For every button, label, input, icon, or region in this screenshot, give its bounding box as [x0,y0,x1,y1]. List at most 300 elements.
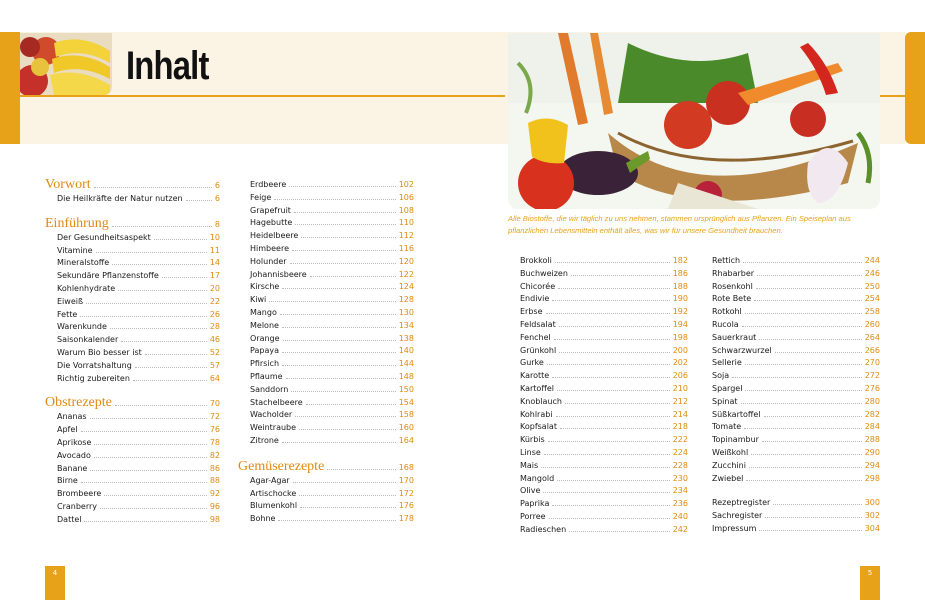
leader-dots [569,531,670,532]
toc-page: 150 [398,384,414,394]
toc-label: Mangold [520,473,555,483]
toc-row[interactable] [520,294,688,307]
toc-label: Spinat [712,396,738,406]
toc-page: 17 [209,271,220,281]
toc-page: 116 [398,243,414,253]
leader-dots [289,186,395,187]
toc-label: Süßkartoffel [712,409,761,419]
section-label: Einführung [45,215,109,231]
toc-page: 182 [672,256,688,265]
toc-page: 122 [398,269,414,279]
toc-row[interactable] [45,438,220,451]
toc-row[interactable] [45,502,220,515]
leader-dots [546,313,670,314]
toc-label: Rettich [712,256,741,265]
toc-row[interactable] [520,525,688,538]
leader-dots [282,442,396,443]
leader-dots [743,262,862,263]
toc-row[interactable] [520,448,688,461]
toc-page: 194 [672,319,688,329]
toc-row[interactable] [520,410,688,423]
toc-page: 192 [672,307,688,317]
leader-dots [560,428,670,429]
toc-label: Feldsalat [520,319,556,329]
leader-dots [742,326,862,327]
toc-page: 228 [672,460,688,470]
leader-dots [764,416,862,417]
leader-dots [544,454,670,455]
toc-label: Weintraube [250,423,297,433]
toc-row[interactable] [712,282,880,295]
toc-page: 20 [209,283,220,293]
toc-page: 200 [672,345,688,355]
leader-dots [548,441,670,442]
toc-page: 170 [398,475,414,485]
toc-page: 6 [214,194,220,203]
toc-label: Saisonkalender [57,335,119,345]
toc-row[interactable] [238,295,414,308]
toc-row[interactable] [238,410,414,423]
section-page: 8 [214,219,220,229]
toc-page: 264 [864,332,880,342]
leader-dots [294,212,396,213]
leader-dots [110,328,207,329]
leader-dots [278,520,395,521]
toc-label: Feige [250,192,272,202]
toc-page: 92 [209,489,220,499]
section-page: 6 [214,181,220,190]
toc-row[interactable] [520,346,688,359]
toc-label: Kiwi [250,295,267,305]
toc-page: 10 [209,232,220,242]
toc-row[interactable] [238,270,414,283]
toc-row[interactable] [712,256,880,269]
leader-dots [549,518,670,519]
leader-dots [280,314,396,315]
toc-row[interactable] [238,436,414,449]
vegetable-basket-photo [508,33,880,209]
toc-section-einfuehrung[interactable] [45,216,220,233]
toc-label: Eiweiß [57,296,84,306]
toc-row[interactable] [45,335,220,348]
toc-page: 188 [672,281,688,291]
toc-row[interactable] [520,474,688,487]
toc-row[interactable] [238,180,414,193]
leader-dots [557,390,670,391]
toc-row[interactable] [238,231,414,244]
vegetable-list-a [520,256,688,538]
toc-row[interactable] [238,359,414,372]
toc-row[interactable] [520,371,688,384]
leader-dots [100,508,207,509]
leader-dots [115,405,207,406]
toc-label: Sellerie [712,358,742,368]
toc-page: 11 [209,245,220,255]
toc-label: Cranberry [57,501,98,511]
leader-dots [541,467,670,468]
leader-dots [112,226,212,227]
toc-page: 304 [864,523,880,533]
toc-row[interactable] [520,435,688,448]
toc-label: Grünkohl [520,345,557,355]
leader-dots [559,326,670,327]
toc-label: Erdbeere [250,180,287,189]
toc-column-4 [712,256,880,537]
leader-dots [94,444,206,445]
leader-dots [300,507,396,508]
toc-page: 288 [864,435,880,445]
leader-dots [749,467,862,468]
toc-label: Sachregister [712,511,763,521]
leader-dots [543,492,669,493]
toc-page: 72 [209,412,220,422]
toc-page: 144 [398,359,414,369]
leader-dots [80,316,207,317]
toc-page: 106 [398,192,414,202]
toc-page: 160 [398,423,414,433]
toc-row[interactable] [712,397,880,410]
fruit-list-continued [238,180,414,449]
leader-dots [565,403,670,404]
toc-row[interactable] [520,499,688,512]
toc-page: 246 [864,268,880,278]
toc-page: 46 [209,335,220,345]
toc-row[interactable] [712,474,880,487]
toc-row[interactable] [238,244,414,257]
toc-page: 78 [209,437,220,447]
toc-page: 206 [672,371,688,381]
toc-row[interactable] [45,233,220,246]
toc-row[interactable] [45,451,220,464]
leader-dots [552,505,669,506]
toc-label: Fenchel [520,332,551,342]
leader-dots [293,482,396,483]
toc-label: Rezeptregister [712,498,771,508]
toc-row[interactable] [520,358,688,371]
toc-label: Chicorée [520,281,556,291]
toc-page: 202 [672,358,688,368]
obst-list [45,412,220,527]
toc-row[interactable] [238,346,414,359]
toc-page: 82 [209,450,220,460]
fruit-thumbnail-image [20,33,112,95]
toc-row[interactable] [45,258,220,271]
toc-page: 98 [209,514,220,524]
leader-dots [773,504,861,505]
leader-dots [757,275,862,276]
toc-page: 64 [209,373,220,383]
toc-page: 218 [672,422,688,432]
toc-row[interactable] [238,501,414,514]
leader-dots [301,237,395,238]
toc-page: 272 [864,371,880,381]
toc-row[interactable] [712,346,880,359]
toc-label: Rhabarber [712,268,755,278]
toc-row[interactable] [520,333,688,346]
toc-label: Melone [250,320,279,330]
toc-page: 280 [864,396,880,406]
leader-dots [90,418,207,419]
toc-page: 164 [398,435,414,445]
leader-dots [552,300,669,301]
toc-label: Linse [520,447,541,457]
leader-dots [547,364,670,365]
toc-label: Sekundäre Pflanzenstoffe [57,271,159,281]
leader-dots [286,378,396,379]
toc-page: 214 [672,409,688,419]
toc-page: 210 [672,383,688,393]
toc-row[interactable] [712,358,880,371]
toc-page: 282 [864,409,880,419]
leader-dots [759,339,861,340]
toc-page: 224 [672,447,688,457]
toc-row[interactable] [238,423,414,436]
leader-dots [762,441,862,442]
toc-label: Ananas [57,412,87,422]
leader-dots [295,224,395,225]
toc-label: Pflaume [250,371,283,381]
toc-label: Fette [57,309,78,319]
toc-page: 176 [398,501,414,511]
toc-row[interactable] [45,310,220,323]
leader-dots [754,300,862,301]
toc-row[interactable] [520,384,688,397]
toc-row[interactable] [712,371,880,384]
toc-row[interactable] [238,476,414,489]
toc-label: Stachelbeere [250,397,303,407]
toc-label: Mango [250,307,277,317]
toc-page: 290 [864,447,880,457]
toc-row[interactable] [712,448,880,461]
toc-page: 198 [672,332,688,342]
toc-row[interactable] [712,384,880,397]
toc-label: Kirsche [250,282,280,292]
einfuehrung-list [45,233,220,387]
leader-dots [162,277,207,278]
toc-page: 28 [209,322,220,332]
toc-row[interactable] [45,425,220,438]
toc-row[interactable] [712,307,880,320]
toc-page: 110 [398,218,414,228]
toc-row[interactable] [238,398,414,411]
toc-row[interactable] [520,461,688,474]
toc-section-obstrezepte[interactable] [45,395,220,412]
toc-label: Bohne [250,514,276,524]
toc-row[interactable] [238,257,414,270]
toc-row[interactable] [238,385,414,398]
right-page-number: 5 [867,569,873,577]
leader-dots [112,264,207,265]
toc-page: 140 [398,346,414,356]
toc-row[interactable] [238,514,414,527]
toc-row[interactable] [45,464,220,477]
toc-page: 138 [398,333,414,343]
leader-dots [745,390,861,391]
leader-dots [282,288,395,289]
toc-label: Hagebutte [250,218,293,228]
right-header-rule [880,95,905,97]
toc-label: Der Gesundheitsaspekt [57,232,151,242]
leader-dots [282,352,396,353]
leader-dots [327,469,395,470]
toc-row[interactable] [520,397,688,410]
toc-row[interactable] [45,348,220,361]
toc-page: 240 [672,511,688,521]
toc-label: Spargel [712,383,743,393]
toc-row[interactable] [45,374,220,387]
toc-row[interactable] [712,511,880,524]
toc-page: 244 [864,256,880,265]
toc-row[interactable] [520,320,688,333]
toc-row[interactable] [45,489,220,502]
leader-dots [282,327,396,328]
toc-page: 234 [672,486,688,496]
section-page: 70 [209,399,220,409]
toc-row[interactable] [712,422,880,435]
toc-row[interactable] [712,320,880,333]
toc-page: 230 [672,473,688,483]
toc-row[interactable] [712,269,880,282]
toc-row[interactable] [238,206,414,219]
toc-row[interactable] [712,461,880,474]
toc-row[interactable] [45,476,220,489]
toc-row[interactable] [520,256,688,269]
toc-label: Soja [712,371,730,381]
toc-section-gemueserezepte[interactable] [238,459,414,476]
toc-page: 260 [864,319,880,329]
section-label: Vorwort [45,177,91,192]
leader-dots [558,288,670,289]
toc-row[interactable] [520,512,688,525]
toc-label: Rucola [712,319,739,329]
toc-row[interactable] [238,193,414,206]
toc-row[interactable] [520,422,688,435]
toc-page: 298 [864,473,880,483]
toc-row[interactable] [238,321,414,334]
toc-label: Papaya [250,346,279,356]
leader-dots [135,367,207,368]
toc-row[interactable] [712,333,880,346]
toc-label: Gurke [520,358,544,368]
toc-label: Heidelbeere [250,231,299,241]
leader-dots [86,303,207,304]
leader-dots [759,530,861,531]
toc-row[interactable] [45,271,220,284]
toc-row[interactable] [712,498,880,511]
toc-row[interactable] [238,334,414,347]
leader-dots [84,521,206,522]
toc-page: 222 [672,435,688,445]
toc-column-1 [45,177,220,528]
page-title: Inhalt [126,44,209,88]
toc-label: Kohlenhydrate [57,283,116,293]
leader-dots [299,495,395,496]
toc-row[interactable] [45,246,220,259]
toc-label: Kartoffel [520,383,554,393]
toc-page: 300 [864,498,880,508]
toc-label: Knoblauch [520,396,562,406]
toc-row[interactable] [712,524,880,537]
toc-label: Tomate [712,422,742,432]
toc-page: 148 [398,371,414,381]
toc-row[interactable] [45,361,220,374]
leader-dots [133,380,207,381]
toc-row[interactable] [520,282,688,295]
toc-row[interactable] [45,297,220,310]
toc-row[interactable] [238,308,414,321]
toc-page: 294 [864,460,880,470]
toc-page: 242 [672,524,688,534]
toc-row[interactable] [712,410,880,423]
toc-label: Sauerkraut [712,332,757,342]
toc-label: Richtig zubereiten [57,373,130,383]
toc-label: Erbse [520,307,543,317]
toc-page: 88 [209,476,220,486]
toc-label: Karotte [520,371,550,381]
toc-row[interactable] [712,294,880,307]
toc-page: 190 [672,294,688,304]
toc-row[interactable] [45,284,220,297]
toc-row[interactable] [520,307,688,320]
toc-page: 172 [398,488,414,498]
leader-dots [145,354,207,355]
toc-page: 130 [398,307,414,317]
leader-dots [94,187,212,188]
toc-label: Dattel [57,514,82,524]
toc-page: 250 [864,281,880,291]
toc-label: Pfirsich [250,359,280,369]
leader-dots [299,429,396,430]
toc-row[interactable] [520,269,688,282]
leader-dots [306,404,396,405]
toc-row[interactable] [45,412,220,425]
toc-row[interactable] [238,372,414,385]
toc-label: Brokkoli [520,256,552,265]
toc-page: 134 [398,320,414,330]
left-edge-tab [0,32,20,144]
toc-label: Wacholder [250,410,293,420]
toc-label: Vitamine [57,245,93,255]
toc-row[interactable] [45,515,220,528]
leader-dots [744,428,862,429]
toc-label: Porree [520,511,546,521]
toc-row[interactable] [712,435,880,448]
toc-label: Die Heilkräfte der Natur nutzen [57,194,183,203]
toc-page: 22 [209,296,220,306]
toc-row[interactable] [238,218,414,231]
toc-page: 270 [864,358,880,368]
leader-dots [732,377,862,378]
toc-row[interactable] [238,282,414,295]
toc-row[interactable] [45,322,220,335]
toc-row[interactable] [45,194,220,207]
toc-row[interactable] [238,489,414,502]
toc-label: Kohlrabi [520,409,553,419]
toc-section-vorwort[interactable] [45,177,220,194]
toc-label: Mais [520,460,539,470]
toc-page: 186 [672,268,688,278]
toc-page: 258 [864,307,880,317]
toc-label: Johannisbeere [250,269,307,279]
leader-dots [559,352,670,353]
leader-dots [295,416,396,417]
toc-page: 52 [209,347,220,357]
photo-caption: Alle Biostoffe, die wir täglich zu uns nehmen, stammen ursprünglich aus Pflanzen. Ein Speiseplan aus pflanzlichen Lebensmitteln enthält alles, was wir für unsere Gesundheit brauchen. [508,214,851,235]
toc-label: Brombeere [57,489,102,499]
toc-label: Kopfsalat [520,422,557,432]
toc-row[interactable] [520,486,688,499]
leader-dots [290,263,396,264]
